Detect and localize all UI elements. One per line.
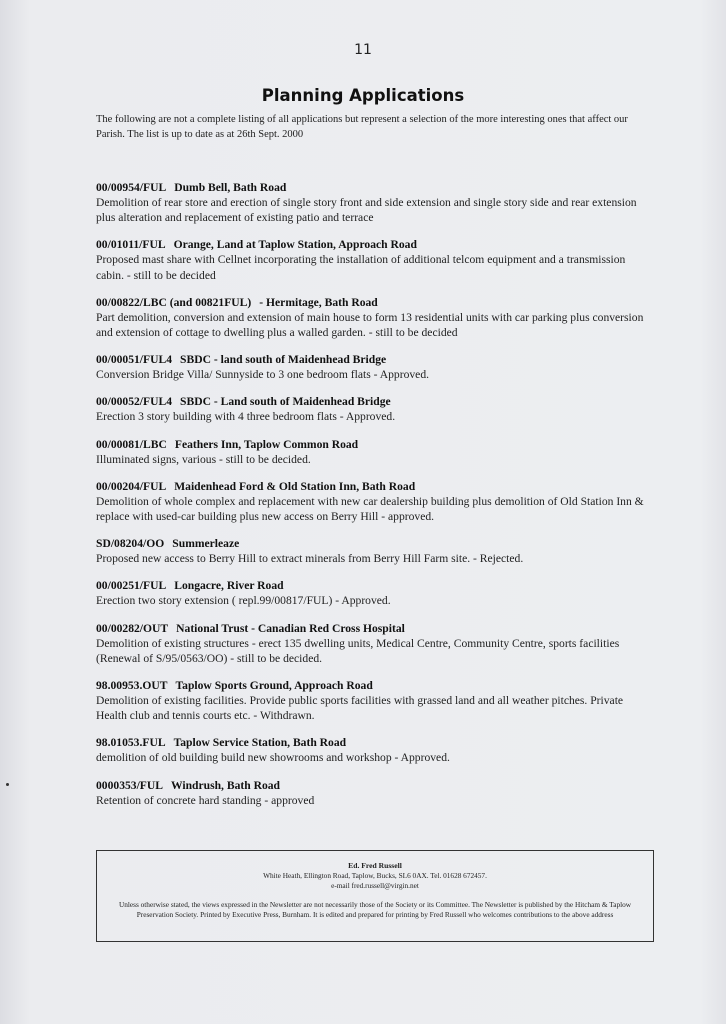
- applications-list: [96, 180, 656, 820]
- application-ref: 00/01011/FUL: [96, 238, 166, 252]
- application-heading: [96, 437, 656, 452]
- application-ref: SD/08204/OO: [96, 537, 165, 551]
- application-description: Demolition of existing facilities. Provide public sports facilities with grassed land and all weather pitches. Private Health club and tennis courts etc. - Withdrawn.: [96, 694, 624, 723]
- application-description: Proposed new access to Berry Hill to extract minerals from Berry Hill Farm site. - Rejected.: [96, 552, 524, 566]
- application-description: Conversion Bridge Villa/ Sunnyside to 3 one bedroom flats - Approved.: [96, 368, 430, 382]
- application-title: SBDC - land south of Maidenhead Bridge: [180, 353, 387, 367]
- application-item: [96, 678, 656, 723]
- editor-email: e-mail fred.russell@virgin.net: [331, 881, 419, 890]
- application-ref: 00/00251/FUL: [96, 579, 167, 593]
- application-ref: 00/00282/OUT: [96, 621, 169, 635]
- page-number: 11: [354, 42, 372, 58]
- application-heading: [96, 778, 656, 793]
- application-description: Demolition of existing structures - erect 135 dwelling units, Medical Centre, Community Centre, sports facilities (Renewal of S/95/0563/OO) - still to be decided.: [96, 636, 620, 665]
- application-ref: 00/00051/FUL4: [96, 353, 173, 367]
- application-description: Retention of concrete hard standing - approved: [96, 793, 315, 807]
- disclaimer-text: Unless otherwise stated, the views expressed in the Newsletter are not necessarily those of the Society or its Committee. The Newsletter is published by the Hitcham & Taplow Preservation Society. Printed by Executive Press, Burnham. It is edited and prepared for printing by Fred Russell who welcomes contributions to the above address: [118, 900, 632, 919]
- application-heading: [96, 352, 656, 367]
- application-item: [96, 621, 656, 666]
- application-description: Demolition of whole complex and replacement with new car dealership building plus demolition of Old Station Inn & replace with used-car building plus new access on Berry Hill - approved.: [96, 494, 644, 524]
- application-heading: [96, 479, 656, 494]
- margin-mark: [6, 783, 9, 786]
- application-heading: [96, 735, 656, 750]
- application-description: Illuminated signs, various - still to be decided.: [96, 452, 311, 466]
- application-title: Dumb Bell, Bath Road: [174, 181, 287, 194]
- application-item: [96, 352, 656, 382]
- application-item: [96, 778, 656, 808]
- application-description: Proposed mast share with Cellnet incorporating the installation of additional telcom equipment and a transmission cabin. - still to be decided: [96, 253, 626, 282]
- application-item: [96, 394, 656, 424]
- application-item: [96, 479, 656, 524]
- application-ref: 00/00954/FUL: [96, 181, 167, 194]
- application-title: Summerleaze: [172, 537, 240, 551]
- application-title: Taplow Service Station, Bath Road: [173, 736, 347, 750]
- application-description: Erection two story extension ( repl.99/00817/FUL) - Approved.: [96, 594, 391, 608]
- application-item: [96, 437, 656, 467]
- application-heading: [96, 180, 656, 195]
- application-heading: [96, 621, 656, 636]
- application-item: [96, 237, 656, 282]
- application-heading: [96, 536, 656, 551]
- application-heading: [96, 578, 656, 593]
- editor-address: White Heath, Ellington Road, Taplow, Bucks, SL6 0AX. Tel. 01628 672457.: [263, 871, 487, 880]
- application-title: National Trust - Canadian Red Cross Hospital: [176, 621, 405, 635]
- application-ref: 00/00081/LBC: [96, 437, 167, 451]
- application-title: Feathers Inn, Taplow Common Road: [174, 437, 359, 451]
- application-item: [96, 180, 656, 225]
- application-title: Orange, Land at Taplow Station, Approach Road: [173, 238, 417, 252]
- application-ref: 0000353/FUL: [96, 778, 163, 792]
- application-item: [96, 578, 656, 608]
- application-title: - Hermitage, Bath Road: [259, 295, 378, 309]
- application-heading: [96, 678, 656, 693]
- application-heading: [96, 237, 656, 252]
- application-item: [96, 295, 656, 340]
- application-description: Part demolition, conversion and extension of main house to form 13 residential units with car parking plus conversion and extension of cottage to dwelling plus a walled garden. - still to be decided: [96, 310, 644, 340]
- application-description: Erection 3 story building with 4 three bedroom flats - Approved.: [96, 410, 396, 424]
- application-heading: [96, 295, 656, 310]
- application-title: Windrush, Bath Road: [171, 778, 281, 792]
- editor-footer-box: [96, 850, 654, 942]
- application-title: Longacre, River Road: [174, 579, 284, 593]
- application-title: Maidenhead Ford & Old Station Inn, Bath Road: [174, 479, 416, 493]
- application-ref: 00/00204/FUL: [96, 479, 167, 493]
- application-description: Demolition of rear store and erection of single story front and side extension and single story side and rear extension plus alteration and replacement of existing patio and terrace: [96, 196, 637, 225]
- application-item: [96, 735, 656, 765]
- application-ref: 00/00052/FUL4: [96, 395, 173, 409]
- application-ref: 98.01053.FUL: [96, 736, 166, 750]
- application-title: SBDC - Land south of Maidenhead Bridge: [180, 395, 391, 409]
- application-ref: 98.00953.OUT: [96, 679, 168, 693]
- page-title: Planning Applications: [261, 86, 465, 105]
- application-title: Taplow Sports Ground, Approach Road: [175, 679, 373, 693]
- application-description: demolition of old building build new showrooms and workshop - Approved.: [96, 751, 450, 765]
- application-item: [96, 536, 656, 566]
- application-ref: 00/00822/LBC (and 00821FUL): [96, 295, 252, 309]
- intro-paragraph: The following are not a complete listing of all applications but represent a selection of the more interesting ones that affect our Parish. The list is up to date as at 26th Sept. 2000: [96, 114, 628, 140]
- editor-name: Ed. Fred Russell: [348, 861, 402, 870]
- application-heading: [96, 394, 656, 409]
